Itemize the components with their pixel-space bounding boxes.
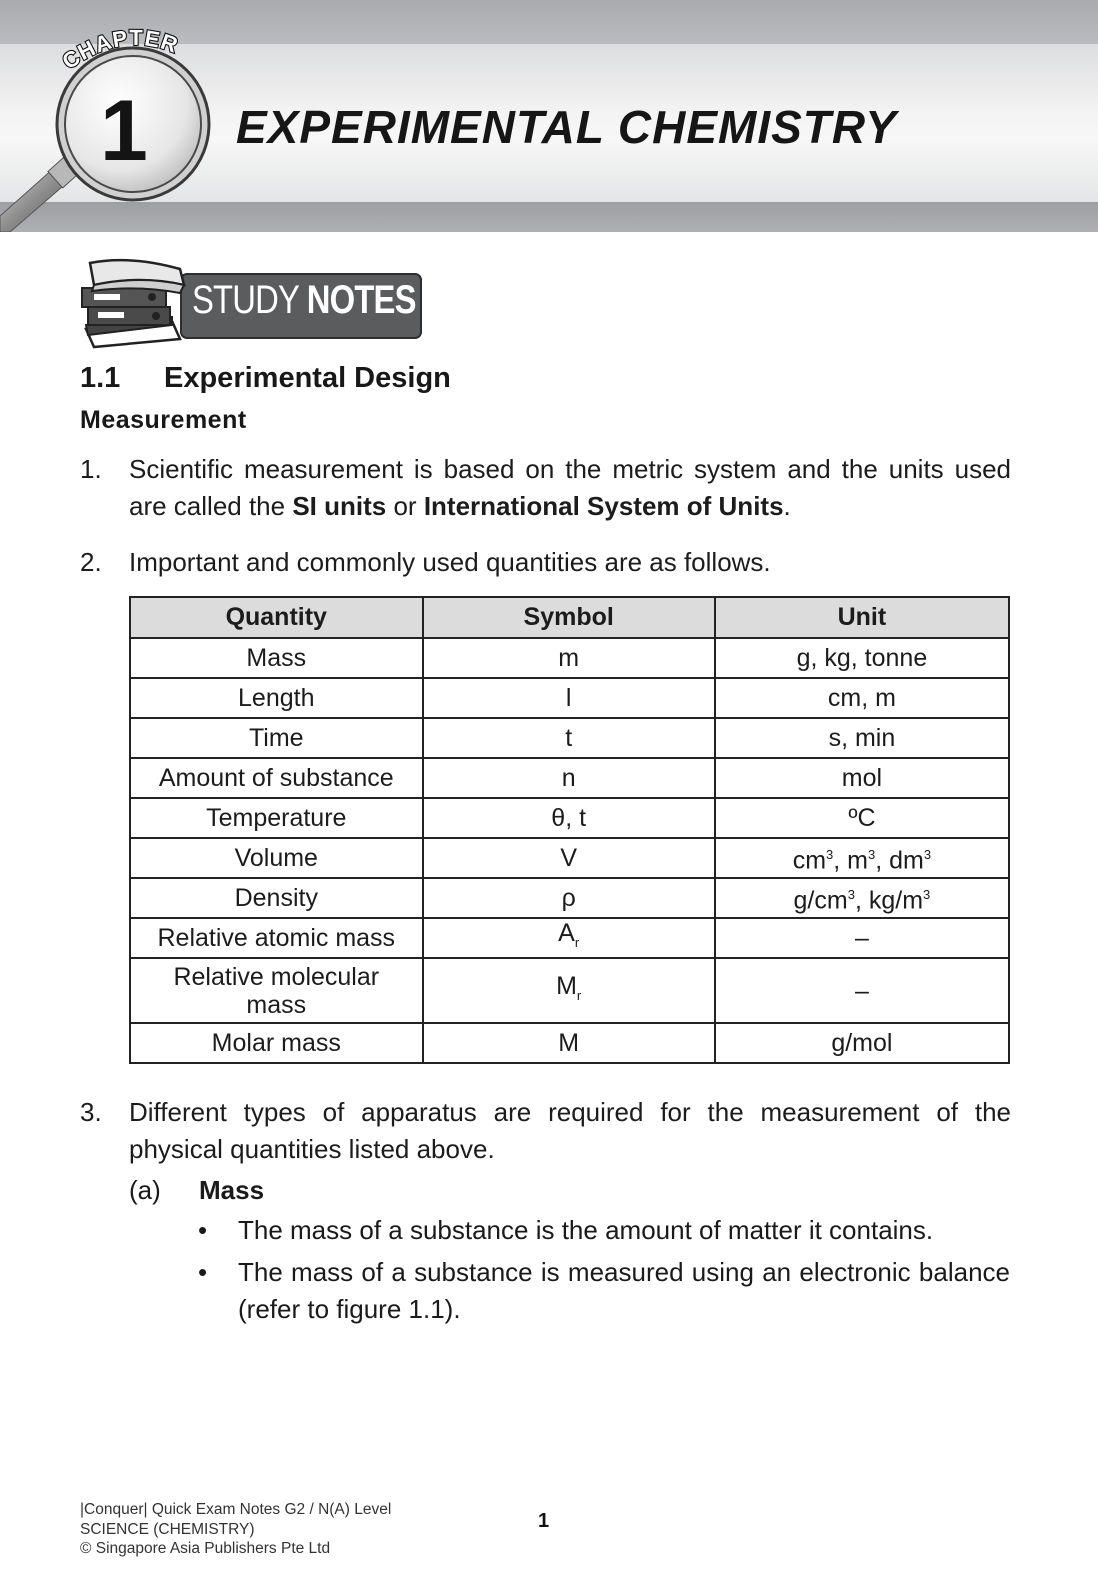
cell-symbol: M <box>423 1023 715 1063</box>
table-row <box>130 958 1009 1023</box>
header-symbol: Symbol <box>423 597 715 638</box>
cell-quantity: Mass <box>130 638 423 678</box>
cell-quantity: Length <box>130 678 423 718</box>
subheading-measurement: Measurement <box>80 406 247 434</box>
chapter-title: EXPERIMENTAL CHEMISTRY <box>236 101 897 153</box>
badge-label <box>192 278 416 323</box>
cell-unit: – <box>715 958 1009 1023</box>
text-run: . <box>783 491 791 521</box>
page-footer <box>80 1500 391 1559</box>
table-row <box>130 878 1009 918</box>
cell-quantity: Amount of substance <box>130 758 423 798</box>
cell-unit: s, min <box>715 718 1009 758</box>
header-quantity: Quantity <box>130 597 423 638</box>
list-item-text: Important and commonly used quantities are as follows. <box>129 547 771 577</box>
table-row <box>130 798 1009 838</box>
footer-book-title: |Conquer| Quick Exam Notes G2 / N(A) Level <box>80 1501 392 1518</box>
table-row <box>130 1023 1009 1063</box>
sub-item-mass <box>129 1172 264 1209</box>
bullet-item <box>198 1254 1010 1328</box>
cell-symbol: ρ <box>423 878 715 918</box>
svg-text:CHAPTER: CHAPTER <box>57 24 182 75</box>
cell-unit: $g/cm^3$, $kg/m^3$ <box>715 878 1009 918</box>
bullet-item <box>198 1212 1010 1249</box>
chapter-number: 1 <box>100 83 148 179</box>
badge-label-bold: NOTES <box>306 278 416 322</box>
bold-term-si-units: SI units <box>292 491 387 521</box>
chapter-banner <box>0 0 1098 232</box>
footer-subject: SCIENCE (CHEMISTRY) <box>80 1520 255 1538</box>
cell-quantity: Relative atomic mass <box>130 918 423 958</box>
cell-unit: cm, m <box>715 678 1009 718</box>
table-row <box>130 838 1009 878</box>
cell-unit: g, kg, tonne <box>715 638 1009 678</box>
cell-symbol: $M_r$ <box>423 958 715 1023</box>
list-item-3 <box>80 1094 1011 1168</box>
cell-symbol: $A_r$ <box>423 918 715 958</box>
cell-symbol: V <box>423 838 715 878</box>
cell-symbol: t <box>423 718 715 758</box>
table-row <box>130 918 1009 958</box>
table-row <box>130 718 1009 758</box>
section-title: Experimental Design <box>164 362 451 394</box>
chapter-label <box>56 22 216 82</box>
cell-quantity: Temperature <box>130 798 423 838</box>
text-run: Scientific measurement is based on the metric system and the units used are called the <box>129 454 1011 521</box>
study-notes-badge <box>80 255 425 350</box>
cell-unit: – <box>715 918 1009 958</box>
sub-item-title: Mass <box>199 1175 265 1205</box>
list-marker: 2. <box>80 547 102 577</box>
list-item-text: Different types of apparatus are required for the measurement of the physical quantities listed above. <box>129 1097 1011 1164</box>
cell-unit: $cm^3$, $m^3$, $dm^3$ <box>715 838 1009 878</box>
table-header-row <box>130 597 1009 638</box>
cell-quantity: Time <box>130 718 423 758</box>
cell-symbol: θ, t <box>423 798 715 838</box>
bullet-icon: • <box>198 1257 208 1287</box>
cell-unit: ºC <box>715 798 1009 838</box>
cell-symbol: n <box>423 758 715 798</box>
text-run: or <box>386 491 424 521</box>
cell-symbol: l <box>423 678 715 718</box>
sub-item-label: (a) <box>129 1175 161 1205</box>
bold-term-international-system: International System of Units <box>423 491 784 521</box>
page-number: 1 <box>538 1510 550 1532</box>
list-item-1 <box>80 451 1011 525</box>
cell-quantity: Volume <box>130 838 423 878</box>
cell-symbol: m <box>423 638 715 678</box>
section-number: 1.1 <box>80 362 121 394</box>
list-item-text <box>129 451 1011 525</box>
footer-copyright: © Singapore Asia Publishers Pte Ltd <box>80 1540 331 1557</box>
list-marker: 3. <box>80 1097 102 1127</box>
cell-unit: g/mol <box>715 1023 1009 1063</box>
books-icon <box>80 255 190 350</box>
section-heading <box>80 362 451 395</box>
cell-quantity: Molar mass <box>130 1023 423 1063</box>
table-row <box>130 758 1009 798</box>
bullet-icon: • <box>198 1215 208 1245</box>
header-unit: Unit <box>715 597 1009 638</box>
bullet-text: The mass of a substance is the amount of matter it contains. <box>238 1215 934 1245</box>
list-marker: 1. <box>80 454 102 484</box>
list-item-2 <box>80 544 1011 581</box>
bullet-text: The mass of a substance is measured using an electronic balance (refer to figure 1.1). <box>238 1257 1010 1324</box>
badge-label-light: STUDY <box>192 278 299 322</box>
cell-quantity: Relative molecular mass <box>130 958 423 1023</box>
table-row <box>130 678 1009 718</box>
table-row <box>130 638 1009 678</box>
quantities-table <box>129 596 1010 1064</box>
cell-unit: mol <box>715 758 1009 798</box>
cell-quantity: Density <box>130 878 423 918</box>
